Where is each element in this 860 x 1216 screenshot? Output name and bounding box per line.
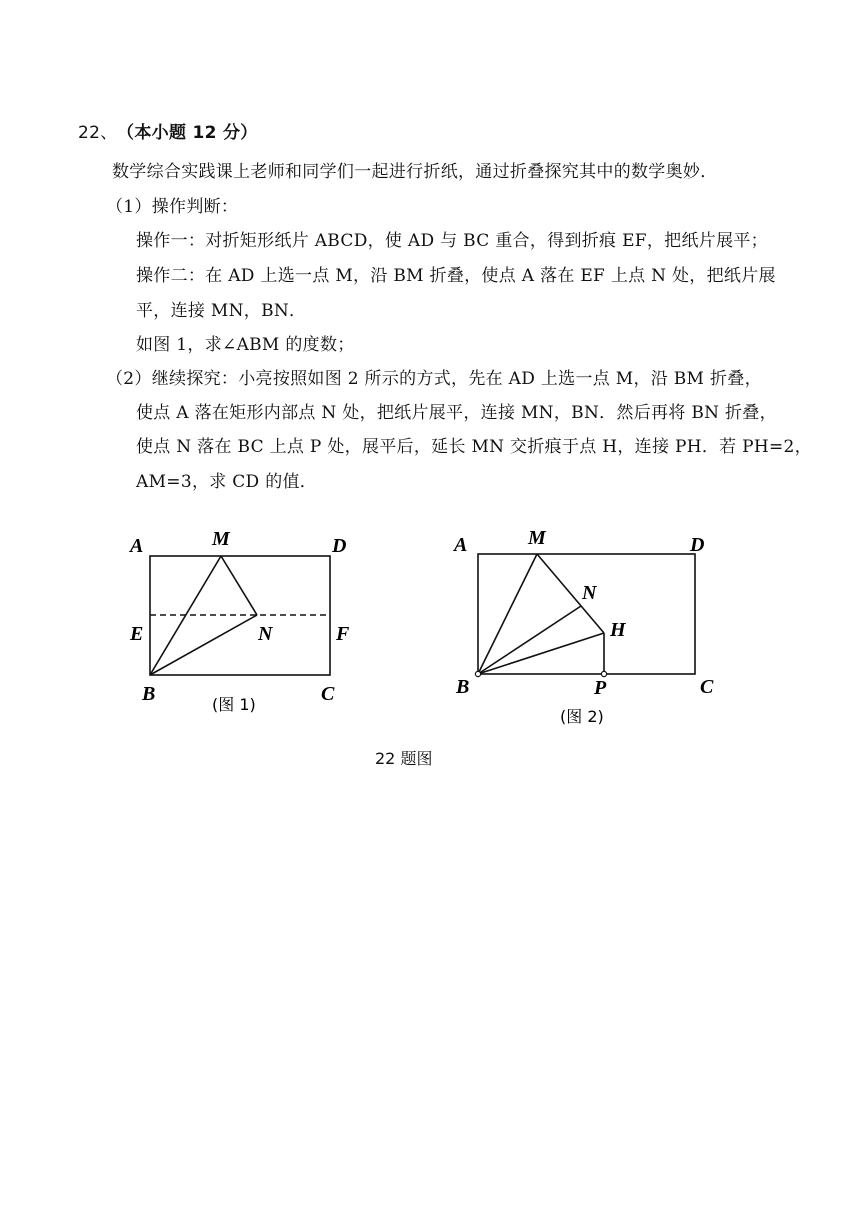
figure-2-caption: (图 2)	[560, 707, 604, 726]
label-n: N	[582, 582, 597, 604]
operation-one: 操作一：对折矩形纸片 ABCD，使 AD 与 BC 重合，得到折痕 EF，把纸片展平；	[136, 231, 768, 251]
label-m: M	[212, 528, 230, 550]
part2-line4: AM=3，求 CD 的值．	[136, 472, 318, 492]
question-number: 22、	[78, 123, 118, 143]
label-h: H	[610, 619, 626, 641]
question-intro: 数学综合实践课上老师和同学们一起进行折纸，通过折叠探究其中的数学奥妙．	[112, 162, 718, 182]
figures-caption: 22 题图	[375, 749, 433, 768]
label-f: F	[336, 623, 350, 645]
segment-bh	[478, 633, 604, 674]
figure-1	[120, 522, 360, 722]
part2-line1: （2）继续探究：小亮按照如图 2 所示的方式，先在 AD 上选一点 M，沿 BM 折叠，	[106, 369, 762, 389]
label-a: A	[454, 534, 468, 556]
segment-bm	[478, 554, 537, 674]
question-header	[78, 118, 258, 143]
operation-two-line1: 操作二：在 AD 上选一点 M，沿 BM 折叠，使点 A 落在 EF 上点 N 处，把纸片展	[136, 266, 776, 286]
label-p: P	[594, 677, 607, 699]
part2-line3: 使点 N 落在 BC 上点 P 处，展平后，延长 MN 交折痕于点 H，连接 PH．若 PH=2，	[136, 437, 812, 457]
label-c: C	[321, 683, 335, 705]
label-d: D	[690, 534, 705, 556]
point-p-dot	[601, 671, 606, 676]
label-d: D	[332, 535, 347, 557]
part1-question: 如图 1，求∠ABM 的度数；	[136, 335, 355, 355]
label-b: B	[142, 683, 156, 705]
segment-mn	[221, 556, 257, 615]
question-score: （本小题 12 分）	[125, 123, 258, 143]
label-e: E	[130, 623, 144, 645]
segment-bn	[150, 615, 257, 675]
label-m: M	[528, 527, 546, 549]
figure-1-caption: (图 1)	[212, 695, 256, 714]
label-c: C	[700, 676, 714, 698]
figure-2	[444, 522, 734, 732]
segment-bn	[478, 606, 581, 674]
point-b-dot	[475, 671, 480, 676]
part1-title: （1）操作判断：	[106, 197, 239, 217]
label-b: B	[456, 676, 470, 698]
label-a: A	[130, 535, 144, 557]
label-n: N	[258, 623, 273, 645]
part2-line2: 使点 A 落在矩形内部点 N 处，把纸片展平，连接 MN，BN．然后再将 BN 折叠，	[136, 403, 777, 423]
operation-two-line2: 平，连接 MN，BN．	[136, 301, 307, 321]
rectangle-abcd	[478, 554, 695, 674]
